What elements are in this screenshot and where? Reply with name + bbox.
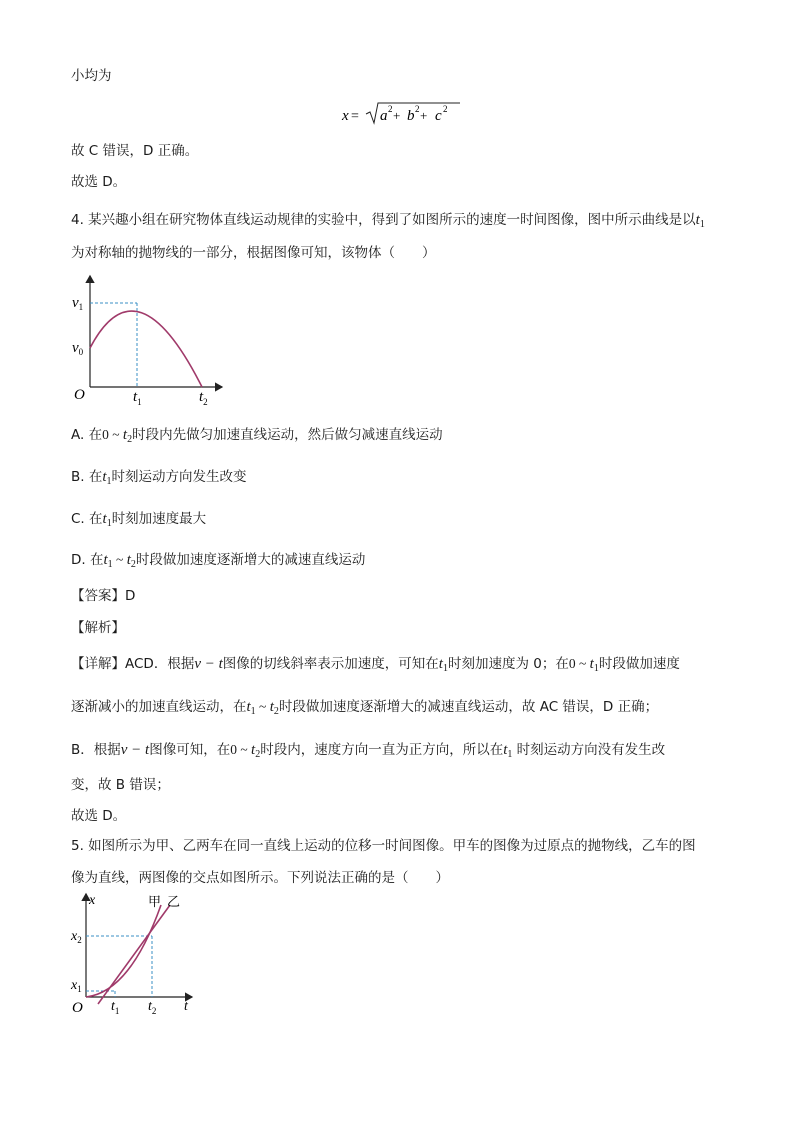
q4-label-v0: $v_0$ — [72, 340, 84, 357]
q4-stem-line1: 4. 某兴趣小组在研究物体直线运动规律的实验中，得到了如图所示的速度一时间图像，图中所示曲线是以$t_1$ — [71, 212, 705, 230]
q5-stem-line2: 像为直线，两图像的交点如图所示。下列说法正确的是（ ） — [71, 870, 449, 886]
formula-b: b — [407, 108, 415, 124]
q4-label-origin: O — [74, 387, 85, 403]
q4-vt-graph — [66, 270, 236, 412]
q5-label-t2: $t_2$ — [148, 999, 157, 1016]
q5-label-x: x — [89, 893, 96, 908]
q4-choose: 故选 D。 — [71, 808, 127, 824]
q5-curve-jia — [86, 905, 161, 997]
q4-stem-line2: 为对称轴的抛物线的一部分，根据图像可知，该物体（ ） — [71, 245, 436, 261]
formula-exp-c: 2 — [443, 104, 448, 114]
q4-option-b: B. 在$t_1$时刻运动方向发生改变 — [71, 469, 247, 487]
formula-exp-b: 2 — [415, 104, 420, 114]
q4-label-v1: $v_1$ — [72, 295, 84, 312]
q4-detail-line2: 逐渐减小的加速直线运动，在$t_1$ ~ $t_2$时段做加速度逐渐增大的减速直线运动，故 AC 错误，D 正确； — [71, 699, 659, 717]
formula-graphic — [342, 100, 462, 130]
formula-c: c — [435, 108, 442, 124]
q5-label-x2: $x_2$ — [71, 929, 82, 945]
q5-label-t1: $t_1$ — [111, 999, 120, 1016]
formula-exp-a: 2 — [388, 104, 393, 114]
formula — [342, 100, 462, 136]
formula-lhs: x — [342, 108, 349, 124]
q4-label-t2: $t_2$ — [199, 389, 208, 407]
formula-plus-2: + — [420, 108, 428, 123]
q5-line-yi — [98, 905, 170, 1004]
q4-answer: 【答案】D — [71, 588, 136, 604]
formula-a: a — [380, 108, 388, 124]
q4-analysis-heading: 【解析】 — [71, 620, 125, 636]
formula-plus-1: + — [393, 108, 401, 123]
choose-text-1: 故选 D。 — [71, 174, 127, 190]
q5-label-jia: 甲 — [148, 894, 162, 909]
q4-option-c: C. 在$t_1$时刻加速度最大 — [71, 511, 207, 529]
q5-label-x1: $x_1$ — [71, 978, 82, 994]
q5-xt-graph — [66, 890, 206, 1018]
q5-label-t: t — [184, 999, 188, 1014]
q5-stem-line1: 5. 如图所示为甲、乙两车在同一直线上运动的位移一时间图像。甲车的图像为过原点的抛物线，乙车的图 — [71, 838, 696, 854]
q5-label-yi: 乙 — [167, 894, 181, 909]
q4-parabola — [90, 311, 202, 387]
q5-label-origin: O — [72, 1000, 83, 1016]
q4-detail-line3: B．根据v − t图像可知，在0 ~ $t_2$时段内，速度方向一直为正方向，所以在$t_1$ 时刻运动方向没有发生改 — [71, 742, 666, 760]
conclusion-text: 故 C 错误，D 正确。 — [71, 143, 199, 159]
q4-detail-line4: 变，故 B 错误； — [71, 777, 170, 793]
intro-text: 小均为 — [71, 68, 112, 84]
formula-eq: = — [351, 109, 359, 124]
q4-option-d: D. 在$t_1$ ~ $t_2$时段做加速度逐渐增大的减速直线运动 — [71, 552, 366, 570]
q4-label-t1: $t_1$ — [133, 389, 142, 407]
q4-detail-line1: 【详解】ACD．根据v − t图像的切线斜率表示加速度，可知在$t_1$时刻加速度为 0；在0 ~ $t_1$时段做加速度 — [71, 656, 680, 674]
q4-option-a: A. 在0 ~ $t_2$时段内先做匀加速直线运动，然后做匀减速直线运动 — [71, 427, 443, 445]
